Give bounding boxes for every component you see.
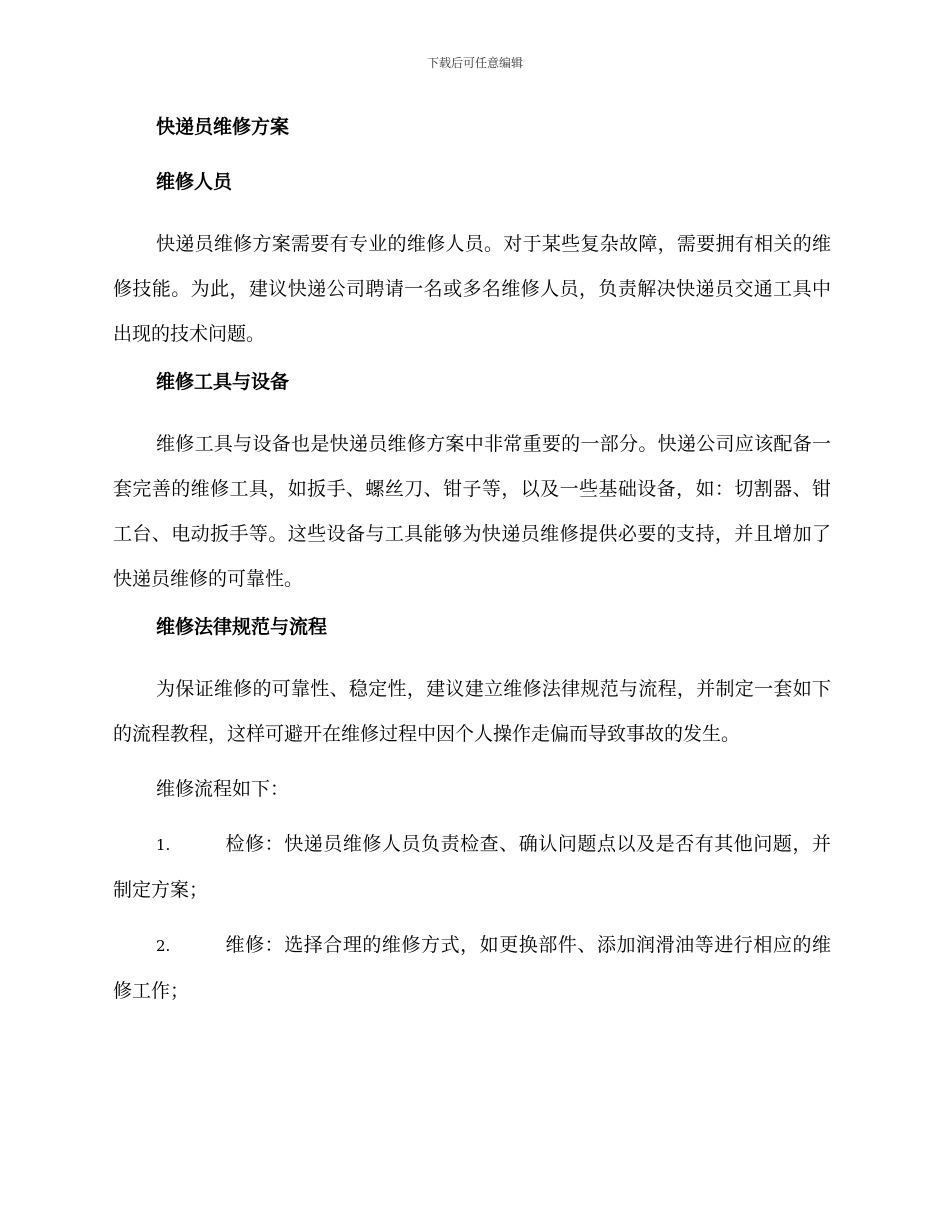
list-item [113, 923, 831, 1014]
section-paragraph-personnel: 快递员维修方案需要有专业的维修人员。对于某些复杂故障，需要拥有相关的维修技能。为此，建议快递公司聘请一名或多名维修人员，负责解决快递员交通工具中出现的技术问题。 [113, 233, 831, 345]
section-paragraph-tools: 维修工具与设备也是快递员维修方案中非常重要的一部分。快递公司应该配备一套完善的维修工具，如扳手、螺丝刀、钳子等，以及一些基础设备，如：切割器、钳工台、电动扳手等。这些设备与工具能够为快递员维修提供必要的支持，并且增加了快递员维修的可靠性。 [113, 433, 831, 590]
section-paragraph-regulations: 为保证维修的可靠性、稳定性，建议建立维修法律规范与流程，并制定一套如下的流程教程，这样可避开在维修过程中因个人操作走偏而导致事故的发生。 [113, 678, 831, 745]
list-item-number: 1. [156, 836, 171, 854]
list-item-text: 维修：选择合理的维修方式，如更换部件、添加润滑油等进行相应的维修工作； [113, 934, 831, 1002]
list-item [113, 822, 831, 913]
section-heading-tools: 维修工具与设备 [156, 371, 290, 393]
document-title: 快递员维修方案 [156, 116, 290, 138]
process-intro: 维修流程如下： [156, 778, 290, 800]
document-body [113, 112, 831, 1024]
section-heading-personnel: 维修人员 [156, 171, 233, 193]
list-item-text: 检修：快递员维修人员负责检查、确认问题点以及是否有其他问题，并制定方案； [113, 833, 831, 901]
section-heading-regulations: 维修法律规范与流程 [156, 616, 328, 638]
list-item-number: 2. [156, 937, 171, 955]
page-header-note: 下载后可任意编辑 [426, 56, 523, 70]
